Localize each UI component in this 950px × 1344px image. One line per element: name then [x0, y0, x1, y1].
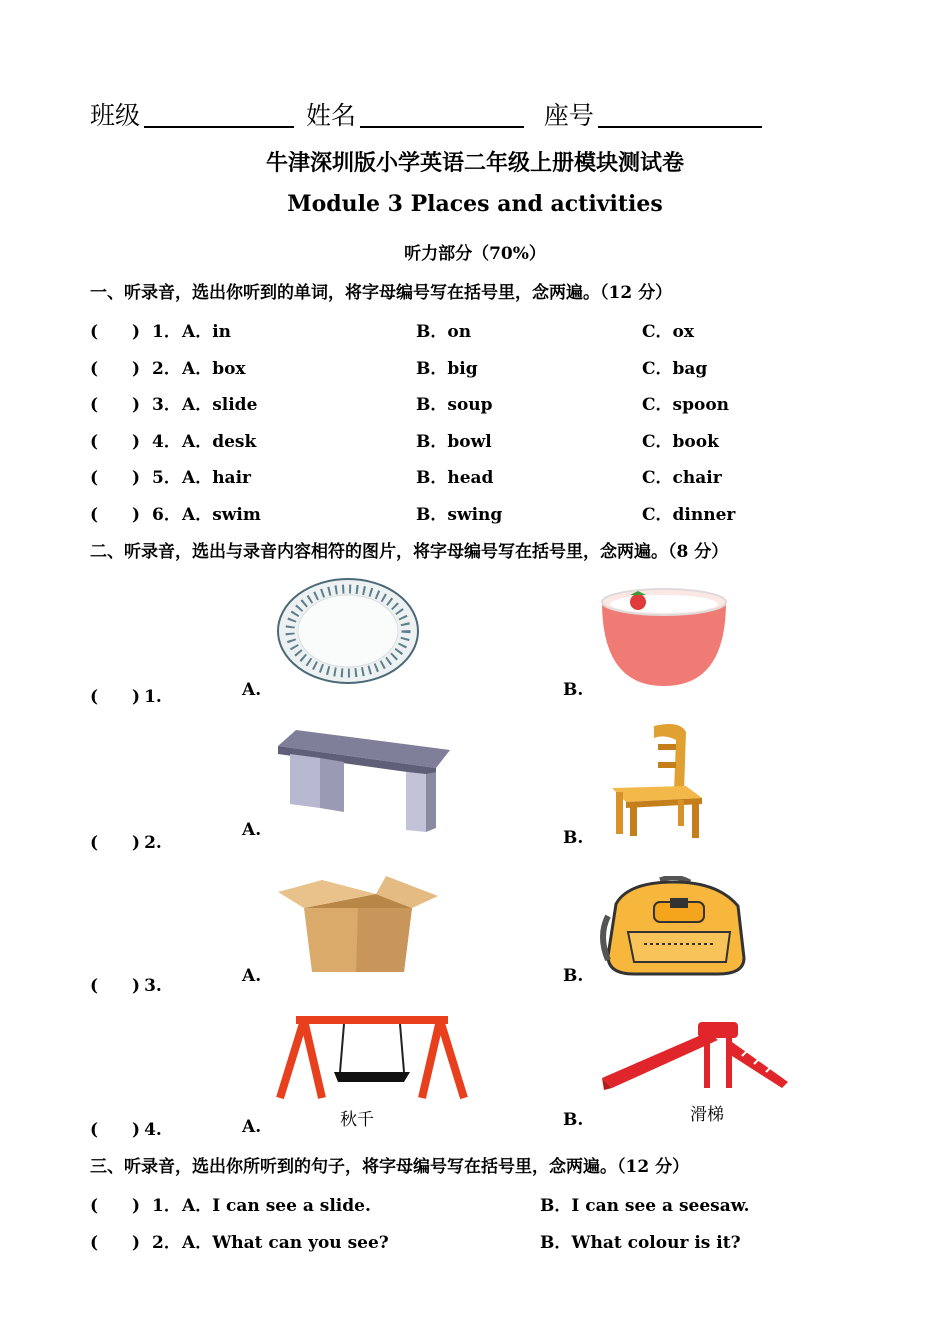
class-label: 班级	[90, 101, 141, 130]
s3-q1-option-b: B．I can see a seesaw.	[540, 1196, 750, 1216]
s1-q6-num: 6．	[152, 505, 181, 525]
bag-image[interactable]	[598, 876, 750, 976]
s1-q3-num: 3．	[152, 395, 181, 415]
s1-q4-num: 4．	[152, 432, 181, 452]
s3-q2-bracket[interactable]: ( )	[90, 1233, 141, 1253]
s2-row1-b-label: B.	[563, 680, 584, 700]
chair-image[interactable]	[606, 722, 712, 840]
swing-caption: 秋千	[340, 1110, 374, 1130]
s1-q4-option-b: B．bowl	[416, 432, 492, 452]
s2-row2-b-label: B.	[563, 828, 584, 848]
seat-label: 座号	[543, 101, 594, 130]
name-label: 姓名	[305, 101, 356, 130]
s2-row3-b-label: B.	[563, 966, 584, 986]
s1-q5-option-a: A．hair	[182, 468, 251, 488]
s2-row2-num: 2.	[144, 833, 162, 853]
s1-q2-option-c: C．bag	[642, 359, 708, 379]
s2-row4-num: 4.	[144, 1120, 162, 1140]
exam-title: 牛津深圳版小学英语二年级上册模块测试卷	[265, 151, 684, 176]
slide-image[interactable]	[600, 1020, 792, 1092]
module-title: Module 3 Places and activities	[287, 191, 663, 217]
s3-q1-option-a: A．I can see a slide.	[182, 1196, 371, 1216]
s1-q1-num: 1．	[152, 322, 181, 342]
s1-q3-bracket[interactable]: ( )	[90, 395, 141, 415]
s1-q6-bracket[interactable]: ( )	[90, 505, 141, 525]
s1-q4-option-c: C．book	[642, 432, 719, 452]
class-blank[interactable]	[144, 104, 294, 128]
s1-q4-option-a: A．desk	[182, 432, 257, 452]
s1-q6-option-b: B．swing	[416, 505, 503, 525]
s1-q3-option-b: B．soup	[416, 395, 493, 415]
s2-row3-bracket[interactable]: ( ) 3.	[90, 976, 162, 996]
s2-row2-bracket[interactable]: ( ) 2.	[90, 833, 162, 853]
s2-row4-b-label: B.	[563, 1110, 584, 1130]
bowl-image[interactable]	[598, 586, 730, 690]
s2-row4-bracket[interactable]: ( ) 4.	[90, 1120, 162, 1140]
s3-q2-num: 2．	[152, 1233, 181, 1253]
part-heading: 听力部分（70%）	[404, 244, 546, 264]
s2-row1-num: 1.	[144, 687, 162, 707]
s1-q4-bracket[interactable]: ( )	[90, 432, 141, 452]
s1-q1-option-a: A．in	[182, 322, 232, 342]
section1-heading: 一、听录音，选出你听到的单词，将字母编号写在括号里，念两遍。（12 分）	[90, 283, 673, 303]
box-image[interactable]	[276, 874, 440, 974]
s3-q2-option-b: B．What colour is it?	[540, 1233, 741, 1253]
s1-q6-option-a: A．swim	[182, 505, 261, 525]
s1-q3-option-c: C．spoon	[642, 395, 730, 415]
s1-q1-option-c: C．ox	[642, 322, 695, 342]
s2-row1-bracket[interactable]: ( ) 1.	[90, 687, 162, 707]
s1-q2-num: 2．	[152, 359, 181, 379]
s2-row3-a-label: A.	[242, 966, 262, 986]
s2-row2-a-label: A.	[242, 820, 262, 840]
s1-q5-num: 5．	[152, 468, 181, 488]
desk-image[interactable]	[278, 728, 450, 834]
slide-caption: 滑梯	[690, 1105, 724, 1125]
s3-q1-num: 1．	[152, 1196, 181, 1216]
s1-q2-option-b: B．big	[416, 359, 478, 379]
plate-image[interactable]	[276, 576, 420, 686]
s1-q5-option-b: B．head	[416, 468, 494, 488]
s2-row4-a-label: A.	[242, 1117, 262, 1137]
s3-q2-option-a: A．What can you see?	[182, 1233, 389, 1253]
s1-q2-bracket[interactable]: ( )	[90, 359, 141, 379]
section3-heading: 三、听录音，选出你所听到的句子，将字母编号写在括号里，念两遍。（12 分）	[90, 1157, 690, 1177]
s3-q1-bracket[interactable]: ( )	[90, 1196, 141, 1216]
s2-row3-num: 3.	[144, 976, 162, 996]
s1-q2-option-a: A．box	[182, 359, 246, 379]
s1-q6-option-c: C．dinner	[642, 505, 736, 525]
section2-heading: 二、听录音，选出与录音内容相符的图片，将字母编号写在括号里，念两遍。（8 分）	[90, 542, 729, 562]
s1-q5-option-c: C．chair	[642, 468, 722, 488]
name-blank[interactable]	[360, 104, 524, 128]
s1-q5-bracket[interactable]: ( )	[90, 468, 141, 488]
seat-blank[interactable]	[598, 104, 762, 128]
swing-image[interactable]	[276, 1014, 468, 1100]
s1-q1-option-b: B．on	[416, 322, 472, 342]
student-info-line	[90, 96, 766, 132]
s2-row1-a-label: A.	[242, 680, 262, 700]
s1-q3-option-a: A．slide	[182, 395, 258, 415]
s1-q1-bracket[interactable]: ( )	[90, 322, 141, 342]
